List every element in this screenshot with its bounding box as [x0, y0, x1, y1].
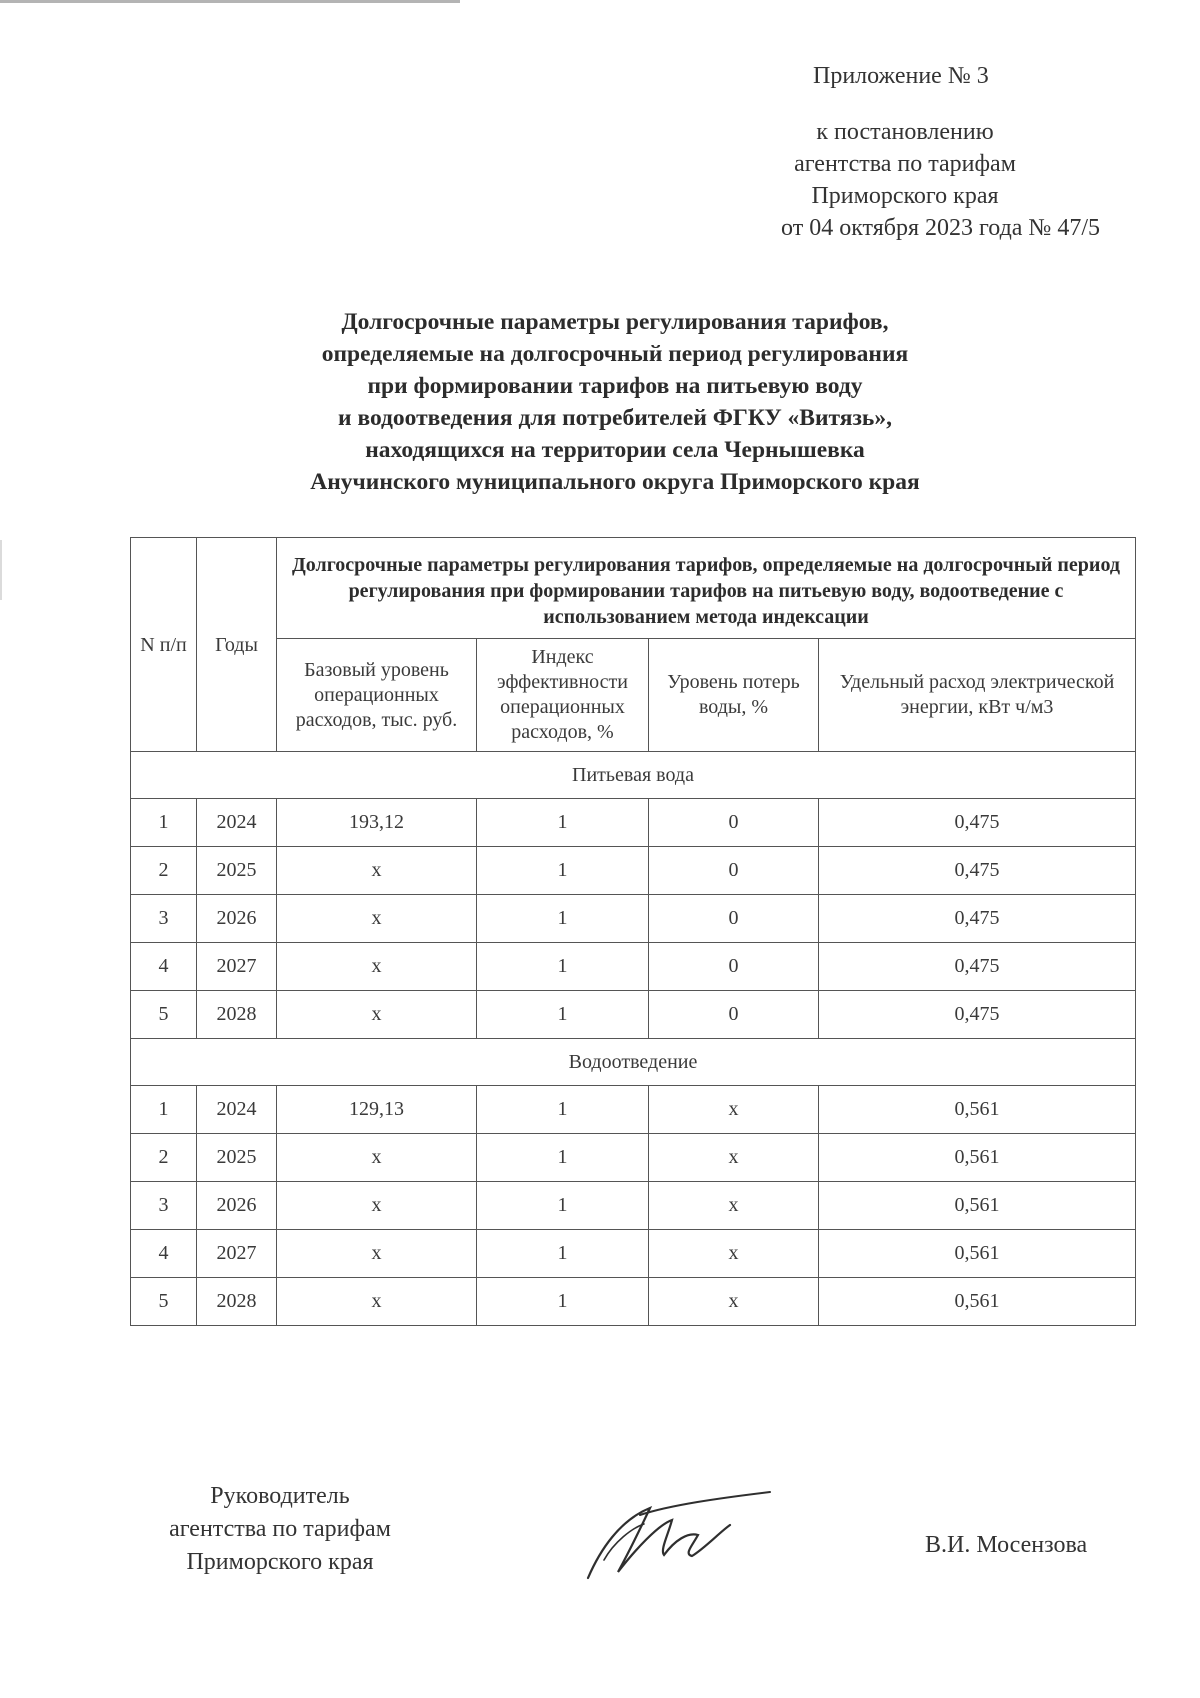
cell-water-losses: х: [649, 1134, 819, 1182]
cell-number: 4: [131, 1230, 197, 1278]
cell-energy-consumption: 0,475: [819, 799, 1136, 847]
cell-year: 2028: [197, 1278, 277, 1326]
cell-energy-consumption: 0,561: [819, 1182, 1136, 1230]
cell-year: 2026: [197, 1182, 277, 1230]
appendix-line: к постановлению: [816, 119, 994, 145]
appendix-line: Приморского края: [811, 183, 999, 209]
appendix-number: Приложение № 3: [813, 63, 989, 89]
table-row: [131, 1278, 1136, 1326]
cell-energy-consumption: 0,475: [819, 943, 1136, 991]
signer-position: [130, 1480, 430, 1579]
title-line: и водоотведения для потребителей ФГКУ «Витязь»,: [338, 405, 892, 431]
cell-energy-consumption: 0,561: [819, 1230, 1136, 1278]
cell-number: 1: [131, 1086, 197, 1134]
title-line: Долгосрочные параметры регулирования тарифов,: [341, 309, 889, 335]
cell-water-losses: х: [649, 1182, 819, 1230]
table-header: [131, 538, 1136, 752]
table-row: [131, 991, 1136, 1039]
cell-water-losses: 0: [649, 799, 819, 847]
cell-energy-consumption: 0,561: [819, 1086, 1136, 1134]
cell-efficiency-index: 1: [477, 1278, 649, 1326]
table-row: [131, 1230, 1136, 1278]
group-header: Долгосрочные параметры регулирования тарифов, определяемые на долгосрочный период регулирования при формировании тарифов на питьевую воду, водоотведение с использованием метода индексации: [277, 538, 1136, 639]
table-row: [131, 799, 1136, 847]
cell-efficiency-index: 1: [477, 1134, 649, 1182]
handwritten-signature: [580, 1480, 780, 1590]
column-header-years: Годы: [197, 538, 277, 752]
cell-energy-consumption: 0,475: [819, 991, 1136, 1039]
scan-edge-mark: [0, 540, 2, 600]
signer-position-line: Руководитель: [210, 1483, 350, 1509]
table-row: [131, 895, 1136, 943]
cell-energy-consumption: 0,561: [819, 1134, 1136, 1182]
cell-base-expenses: х: [277, 895, 477, 943]
cell-year: 2025: [197, 847, 277, 895]
cell-number: 2: [131, 847, 197, 895]
cell-water-losses: 0: [649, 943, 819, 991]
column-header-base-expenses: Базовый уровень операционных расходов, тыс. руб.: [277, 639, 477, 752]
cell-year: 2027: [197, 943, 277, 991]
cell-efficiency-index: 1: [477, 799, 649, 847]
cell-year: 2027: [197, 1230, 277, 1278]
cell-water-losses: х: [649, 1086, 819, 1134]
column-header-energy-consumption: Удельный расход электрической энергии, кВт ч/м3: [819, 639, 1136, 752]
table-row: [131, 1086, 1136, 1134]
signer-position-line: Приморского края: [186, 1549, 374, 1575]
document-title: [200, 306, 1030, 498]
cell-energy-consumption: 0,561: [819, 1278, 1136, 1326]
section-row: [131, 1039, 1136, 1086]
signer-position-line: агентства по тарифам: [169, 1516, 391, 1542]
table-body: [131, 752, 1136, 1326]
cell-year: 2024: [197, 799, 277, 847]
cell-water-losses: х: [649, 1230, 819, 1278]
table-row: [131, 943, 1136, 991]
cell-number: 4: [131, 943, 197, 991]
cell-efficiency-index: 1: [477, 1086, 649, 1134]
cell-energy-consumption: 0,475: [819, 847, 1136, 895]
appendix-reference: [720, 116, 1100, 244]
cell-base-expenses: 193,12: [277, 799, 477, 847]
cell-number: 3: [131, 1182, 197, 1230]
cell-water-losses: 0: [649, 895, 819, 943]
title-line: при формировании тарифов на питьевую воду: [367, 373, 863, 399]
cell-base-expenses: х: [277, 991, 477, 1039]
title-line: определяемые на долгосрочный период регулирования: [321, 341, 909, 367]
section-title-wastewater: Водоотведение: [131, 1039, 1136, 1086]
title-line: Анучинского муниципального округа Приморского края: [310, 469, 920, 495]
column-header-number: N п/п: [131, 538, 197, 752]
appendix-line: агентства по тарифам: [794, 151, 1016, 177]
column-header-water-losses: Уровень потерь воды, %: [649, 639, 819, 752]
cell-base-expenses: х: [277, 943, 477, 991]
cell-efficiency-index: 1: [477, 895, 649, 943]
cell-year: 2026: [197, 895, 277, 943]
cell-base-expenses: х: [277, 1134, 477, 1182]
cell-base-expenses: х: [277, 1278, 477, 1326]
cell-year: 2025: [197, 1134, 277, 1182]
title-line: находящихся на территории села Чернышевка: [365, 437, 865, 463]
section-row: [131, 752, 1136, 799]
table-row: [131, 1134, 1136, 1182]
cell-water-losses: х: [649, 1278, 819, 1326]
cell-efficiency-index: 1: [477, 991, 649, 1039]
cell-efficiency-index: 1: [477, 1182, 649, 1230]
cell-number: 3: [131, 895, 197, 943]
cell-energy-consumption: 0,475: [819, 895, 1136, 943]
cell-base-expenses: 129,13: [277, 1086, 477, 1134]
cell-efficiency-index: 1: [477, 1230, 649, 1278]
appendix-date: от 04 октября 2023 года № 47/5: [781, 215, 1100, 241]
cell-number: 2: [131, 1134, 197, 1182]
cell-year: 2024: [197, 1086, 277, 1134]
section-title-drinking-water: Питьевая вода: [131, 752, 1136, 799]
table-row: [131, 847, 1136, 895]
cell-base-expenses: х: [277, 1182, 477, 1230]
scan-edge-mark: [0, 0, 460, 3]
table-row: [131, 1182, 1136, 1230]
cell-water-losses: 0: [649, 991, 819, 1039]
cell-number: 1: [131, 799, 197, 847]
cell-number: 5: [131, 1278, 197, 1326]
cell-efficiency-index: 1: [477, 943, 649, 991]
signer-name: В.И. Мосензова: [925, 1532, 1088, 1558]
cell-base-expenses: х: [277, 1230, 477, 1278]
column-header-efficiency-index: Индекс эффективности операционных расходов, %: [477, 639, 649, 752]
cell-efficiency-index: 1: [477, 847, 649, 895]
cell-water-losses: 0: [649, 847, 819, 895]
cell-base-expenses: х: [277, 847, 477, 895]
cell-year: 2028: [197, 991, 277, 1039]
tariff-parameters-table: [130, 537, 1136, 1326]
cell-number: 5: [131, 991, 197, 1039]
